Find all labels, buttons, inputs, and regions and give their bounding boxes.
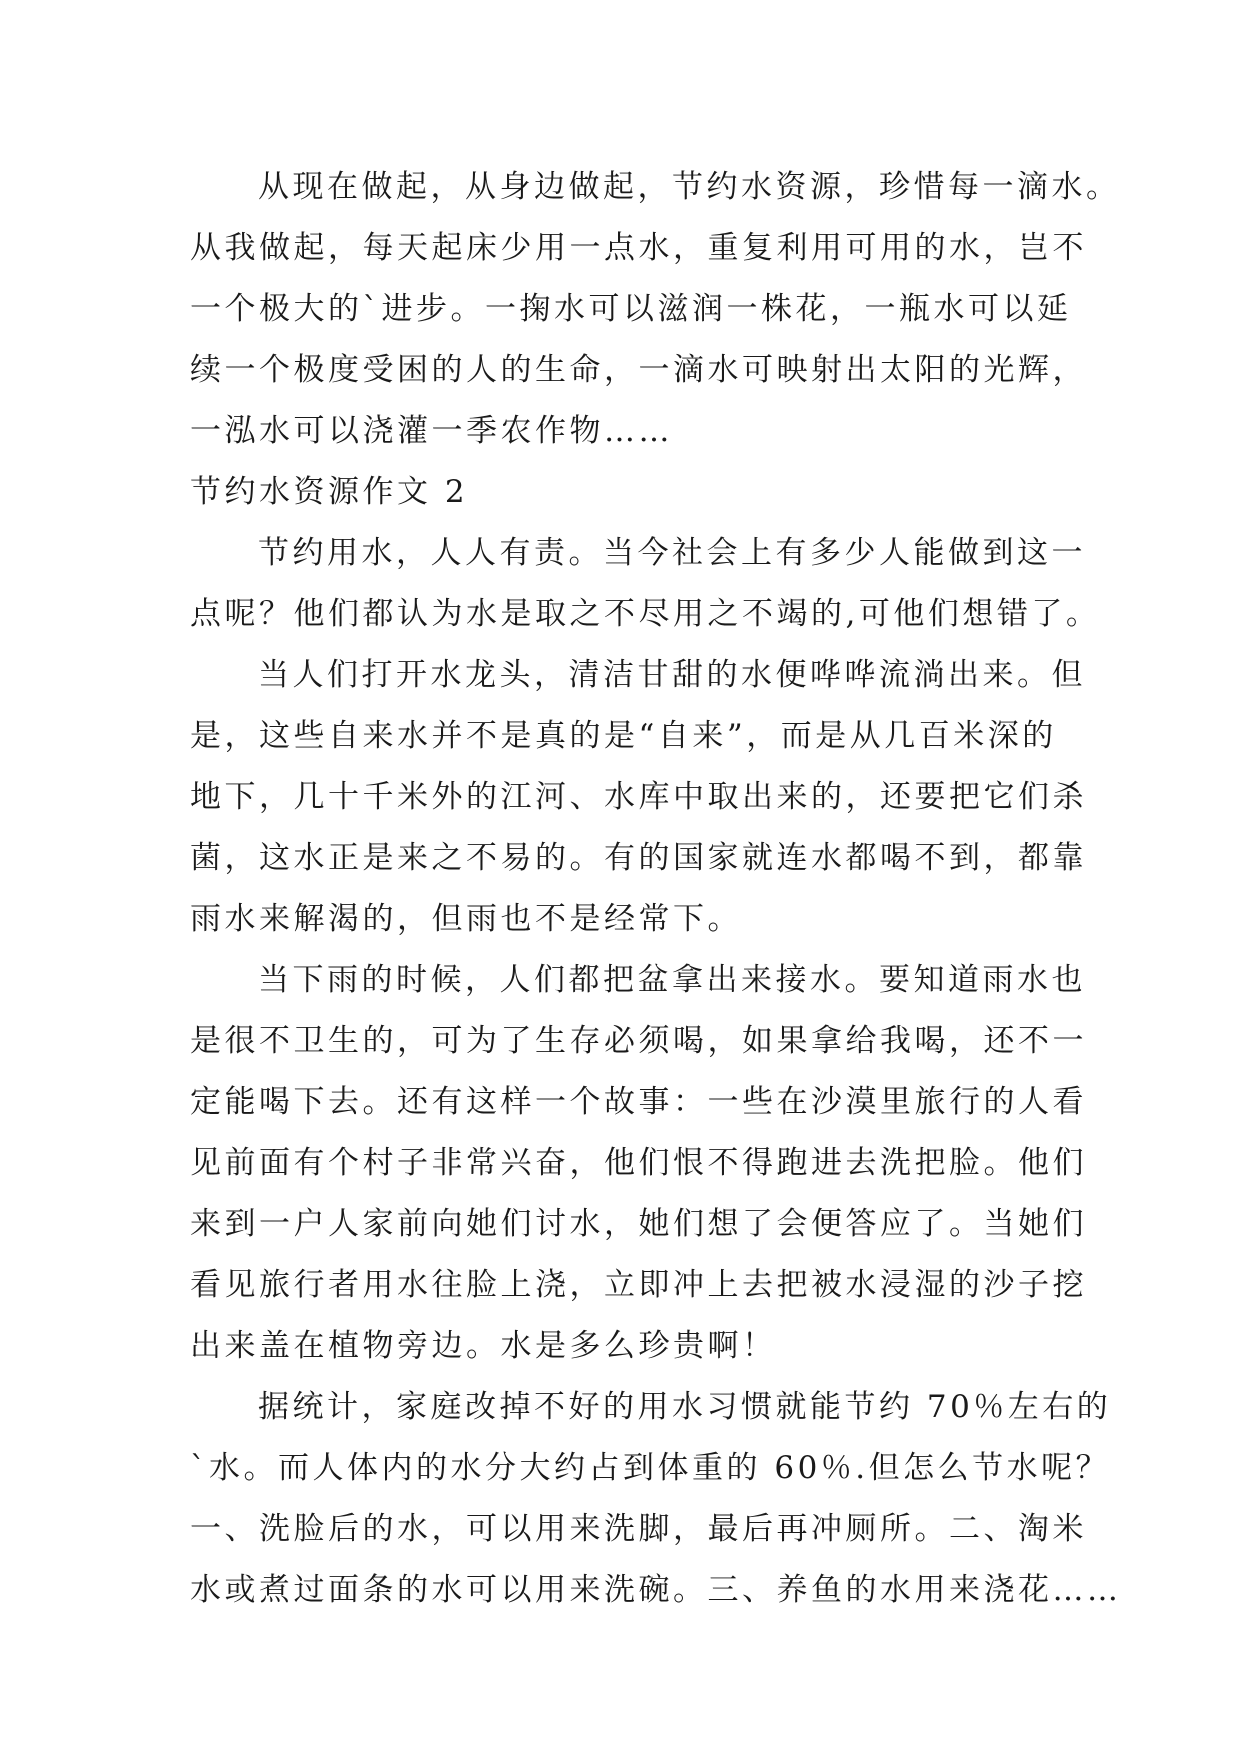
text-line: 当下雨的时候，人们都把盆拿出来接水。要知道雨水也 xyxy=(258,962,1086,998)
text-line: 当人们打开水龙头，清洁甘甜的水便哗哗流淌出来。但 xyxy=(258,657,1086,693)
text-line: 定能喝下去。还有这样一个故事：一些在沙漠里旅行的人看 xyxy=(190,1084,1087,1120)
text-line: 续一个极度受困的人的生命，一滴水可映射出太阳的光辉， xyxy=(190,352,1087,388)
text-line: 见前面有个村子非常兴奋，他们恨不得跑进去洗把脸。他们 xyxy=(190,1145,1087,1181)
text-line: 从我做起，每天起床少用一点水，重复利用可用的水，岂不 xyxy=(190,230,1087,266)
text-line: 菌，这水正是来之不易的。有的国家就连水都喝不到，都靠 xyxy=(190,840,1087,876)
text-line: 一泓水可以浇灌一季农作物…… xyxy=(190,413,673,449)
text-line: 一、洗脸后的水，可以用来洗脚，最后再冲厕所。二、淘米 xyxy=(190,1511,1087,1547)
document-body xyxy=(190,157,1122,1621)
text-line: 是，这些自来水并不是真的是“自来”，而是从几百米深的 xyxy=(190,718,1057,754)
text-line: 是很不卫生的，可为了生存必须喝，如果拿给我喝，还不一 xyxy=(190,1023,1087,1059)
text-line: 来到一户人家前向她们讨水，她们想了会便答应了。当她们 xyxy=(190,1206,1087,1242)
text-line: `水。而人体内的水分大约占到体重的 60％.但怎么节水呢？ xyxy=(190,1450,1111,1486)
text-line: 看见旅行者用水往脸上浇，立即冲上去把被水浸湿的沙子挖 xyxy=(190,1267,1087,1303)
text-line: 出来盖在植物旁边。水是多么珍贵啊！ xyxy=(190,1328,777,1364)
text-line: 从现在做起，从身边做起，节约水资源，珍惜每一滴水。 xyxy=(258,169,1121,205)
section-heading: 节约水资源作文 2 xyxy=(190,474,469,510)
text-line: 点呢？他们都认为水是取之不尽用之不竭的,可他们想错了。 xyxy=(190,596,1101,632)
text-line: 节约用水，人人有责。当今社会上有多少人能做到这一 xyxy=(258,535,1086,571)
text-line: 一个极大的`进步。一掬水可以滋润一株花，一瓶水可以延 xyxy=(190,291,1072,327)
text-line: 水或煮过面条的水可以用来洗碗。三、养鱼的水用来浇花…… xyxy=(190,1572,1122,1608)
text-line: 地下，几十千米外的江河、水库中取出来的，还要把它们杀 xyxy=(190,779,1087,815)
text-line: 雨水来解渴的，但雨也不是经常下。 xyxy=(190,901,742,937)
text-line: 据统计，家庭改掉不好的用水习惯就能节约 70％左右的 xyxy=(258,1389,1112,1425)
